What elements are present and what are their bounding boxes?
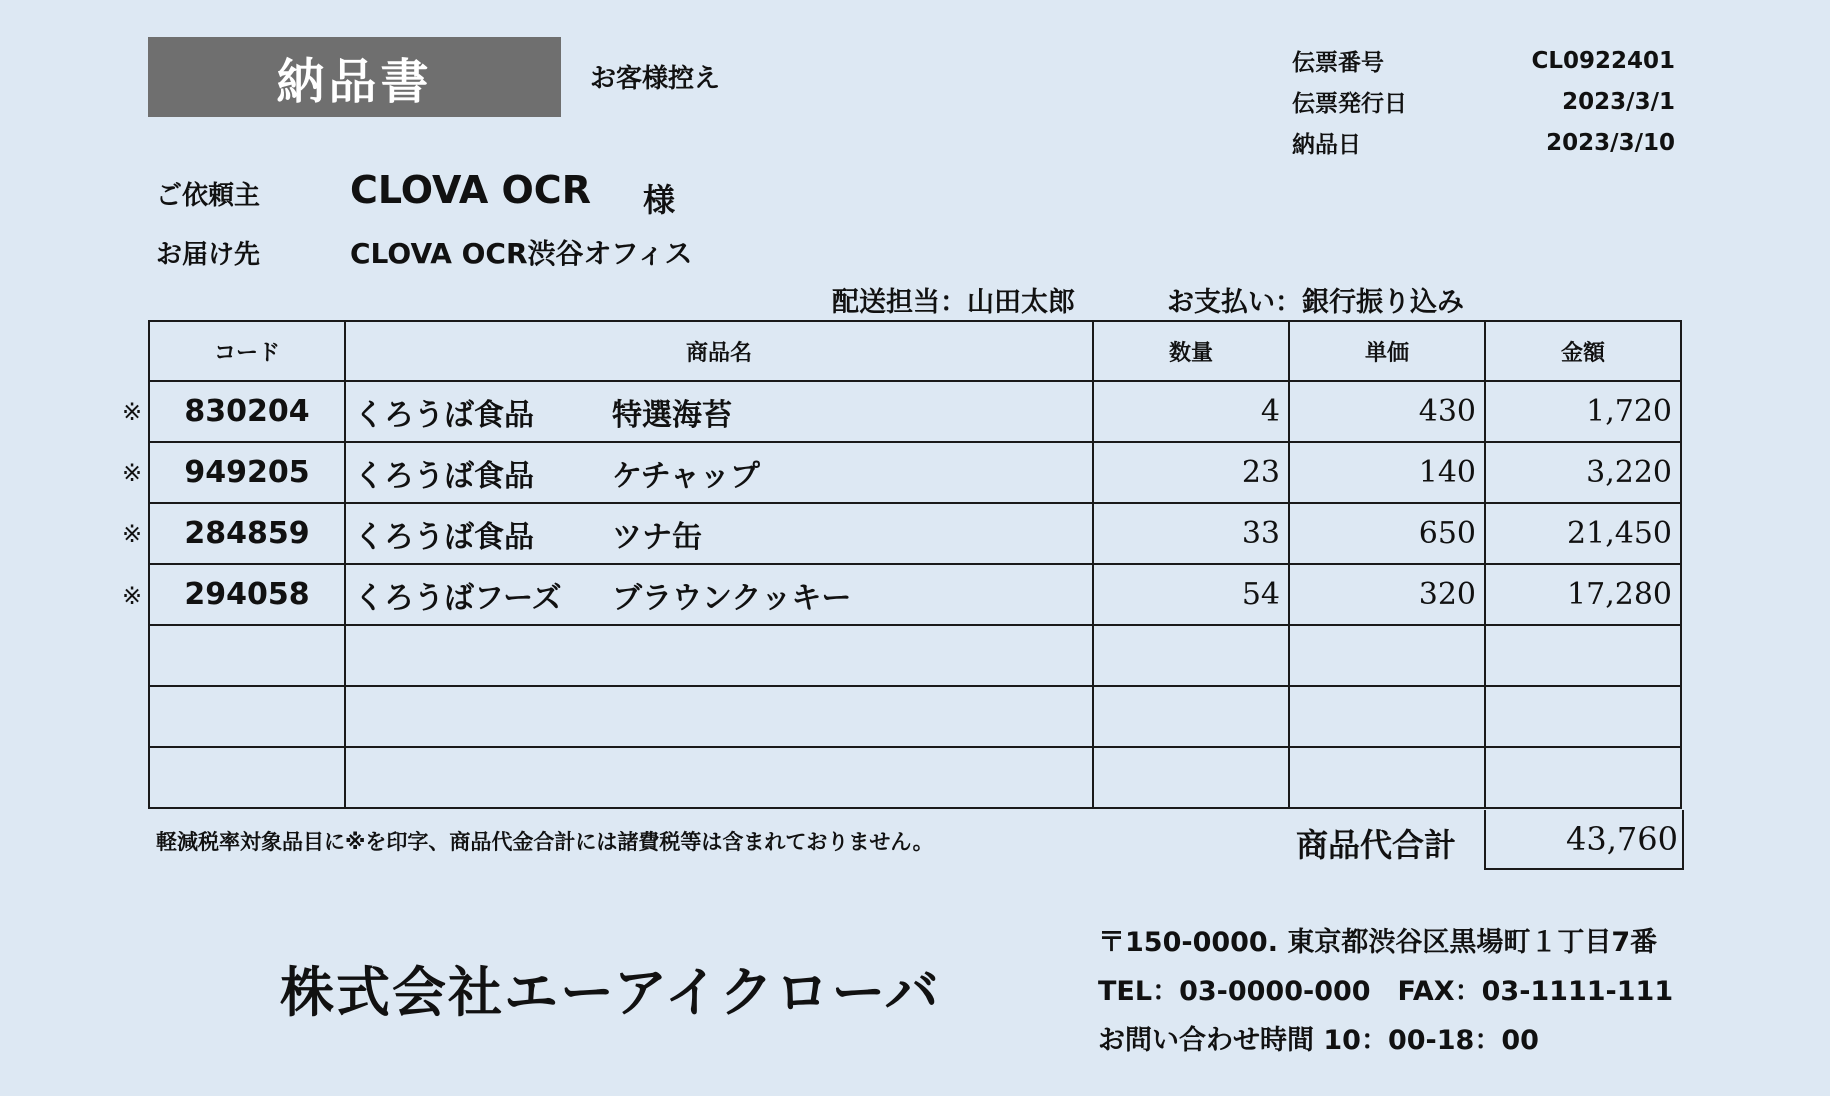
table-row	[149, 503, 1681, 564]
item-amount: 21,450	[1485, 503, 1681, 564]
column-header-code: コード	[149, 321, 345, 381]
slip-number-value: CL0922401	[1531, 47, 1675, 74]
client-name: CLOVA OCR	[350, 168, 591, 212]
tax-mark: ※	[121, 520, 143, 548]
item-code: 830204	[149, 381, 345, 442]
table-row	[149, 442, 1681, 503]
item-name	[345, 381, 1093, 442]
business-hours: お問い合わせ時間 10：00-18：00	[1098, 1025, 1539, 1056]
destination-label: お届け先	[156, 240, 261, 270]
destination-value: CLOVA OCR渋谷オフィス	[350, 237, 693, 270]
item-product: ツナ缶	[612, 519, 702, 555]
item-amount: 17,280	[1485, 564, 1681, 625]
item-maker: くろうば食品	[354, 519, 534, 555]
item-qty: 54	[1093, 564, 1289, 625]
column-header-qty: 数量	[1093, 321, 1289, 381]
company-contact: TEL：03-0000-000 FAX：03-1111-111	[1098, 976, 1674, 1007]
total-value: 43,760	[1484, 810, 1684, 870]
item-product: ケチャップ	[612, 458, 760, 494]
item-maker: くろうば食品	[354, 397, 534, 433]
item-code: 949205	[149, 442, 345, 503]
empty-row	[149, 686, 1681, 747]
item-price: 140	[1289, 442, 1485, 503]
item-name	[345, 442, 1093, 503]
delivery-date-label: 納品日	[1292, 132, 1361, 158]
tax-mark: ※	[121, 582, 143, 610]
company-name: 株式会社エーアイクローバ	[280, 960, 941, 1024]
issue-date-label: 伝票発行日	[1292, 91, 1407, 117]
slip-number-row	[1292, 40, 1675, 81]
item-amount: 3,220	[1485, 442, 1681, 503]
issue-date-row	[1292, 81, 1675, 122]
item-amount: 1,720	[1485, 381, 1681, 442]
client-label: ご依頼主	[156, 181, 261, 211]
table-header-row	[149, 321, 1681, 381]
table-row	[149, 381, 1681, 442]
item-code: 294058	[149, 564, 345, 625]
delivery-date-row	[1292, 122, 1675, 163]
document-title: 納品書	[148, 37, 561, 117]
item-product: ブラウンクッキー	[612, 580, 852, 616]
item-qty: 4	[1093, 381, 1289, 442]
issue-date-value: 2023/3/1	[1562, 88, 1675, 115]
item-maker: くろうばフーズ	[354, 580, 562, 616]
tax-mark: ※	[121, 459, 143, 487]
column-header-price: 単価	[1289, 321, 1485, 381]
column-header-product: 商品名	[345, 321, 1093, 381]
column-header-amount: 金額	[1485, 321, 1681, 381]
item-qty: 33	[1093, 503, 1289, 564]
tax-mark: ※	[121, 398, 143, 426]
total-label: 商品代合計	[1296, 826, 1457, 864]
item-price: 430	[1289, 381, 1485, 442]
tax-note: 軽減税率対象品目に※を印字、商品代金合計には諸費税等は含まれておりません。	[156, 830, 934, 854]
slip-meta	[1292, 40, 1675, 163]
item-maker: くろうば食品	[354, 458, 534, 494]
company-address: 〒150-0000. 東京都渋谷区黒場町１丁目7番	[1098, 927, 1658, 958]
slip-number-label: 伝票番号	[1292, 50, 1384, 76]
item-code: 284859	[149, 503, 345, 564]
client-honorific: 様	[643, 181, 676, 219]
item-price: 650	[1289, 503, 1485, 564]
payment-method: お支払い：銀行振り込み	[1167, 287, 1464, 318]
item-qty: 23	[1093, 442, 1289, 503]
table-row	[149, 564, 1681, 625]
item-name	[345, 564, 1093, 625]
empty-row	[149, 625, 1681, 686]
item-price: 320	[1289, 564, 1485, 625]
items-table	[148, 320, 1682, 809]
empty-row	[149, 747, 1681, 808]
item-name	[345, 503, 1093, 564]
item-product: 特選海苔	[612, 397, 732, 433]
copy-label: お客様控え	[590, 64, 721, 94]
delivery-date-value: 2023/3/10	[1546, 129, 1675, 156]
delivery-staff: 配送担当：山田太郎	[832, 287, 1075, 318]
